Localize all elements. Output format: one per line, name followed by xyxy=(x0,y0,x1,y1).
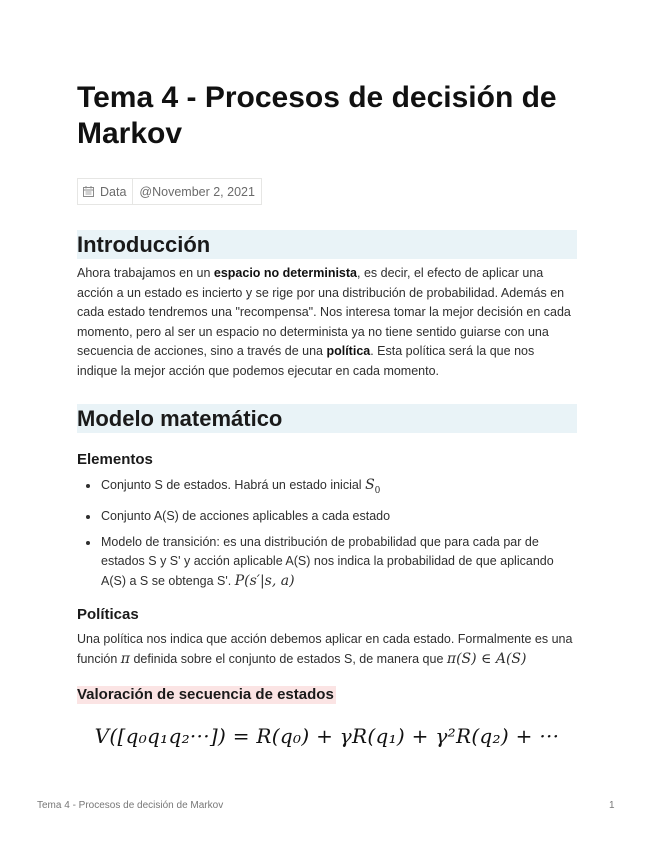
property-name xyxy=(78,179,133,204)
page-title: Tema 4 - Procesos de decisión de Markov xyxy=(77,81,557,150)
valuation-formula: V([q₀q₁q₂···]) = R(q₀) + γR(q₁) + γ²R(q₂) + ··· xyxy=(94,724,560,748)
intro-paragraph: Ahora trabajamos en un espacio no determinista, es decir, el efecto de aplicar una acción a un estado es incierto y se rige por una distribución de probabilidad. Además en cada estado tendremos una "recompensa". Nos interesa tomar la mejor decisión en cada momento, pero al ser un espacio no determinista ya no tiene sentido guiarse con una secuencia de acciones, sino a través de una política. Esta política será la que nos indique la mejor acción que podemos ejecutar en cada momento. xyxy=(77,266,571,378)
heading-introduccion: Introducción xyxy=(77,230,577,259)
math-inline: P(s′|s, a) xyxy=(234,572,295,589)
calendar-icon xyxy=(83,186,94,197)
heading-valoracion: Valoración de secuencia de estados xyxy=(77,686,334,703)
math-inline: $S_0$ xyxy=(365,477,381,496)
property-value[interactable]: @November 2, 2021 xyxy=(139,184,255,199)
policies-paragraph: Una política nos indica que acción debemos aplicar en cada estado. Formalmente es una función π definida sobre el conjunto de estados S, de manera que π(S) ∈ A(S) xyxy=(77,632,573,667)
heading-elementos: Elementos xyxy=(77,451,153,468)
heading-modelo-matematico: Modelo matemático xyxy=(77,404,577,433)
list-item: Modelo de transición: es una distribución de probabilidad que para cada par de estados S y S' y acción aplicable A(S) nos indica la probabilidad de que aplicando A(S) a S se obtenga S'. P(s′|s, a) xyxy=(77,533,577,592)
elements-list xyxy=(77,476,577,591)
page-number: 1 xyxy=(609,800,615,811)
heading-politicas: Políticas xyxy=(77,606,139,623)
footer-title: Tema 4 - Procesos de decisión de Markov xyxy=(37,800,224,811)
property-row xyxy=(77,178,262,205)
property-label: Data xyxy=(100,184,127,199)
list-item: Conjunto A(S) de acciones aplicables a cada estado xyxy=(77,507,577,527)
list-item: Conjunto S de estados. Habrá un estado inicial $S_0$ xyxy=(77,476,577,501)
